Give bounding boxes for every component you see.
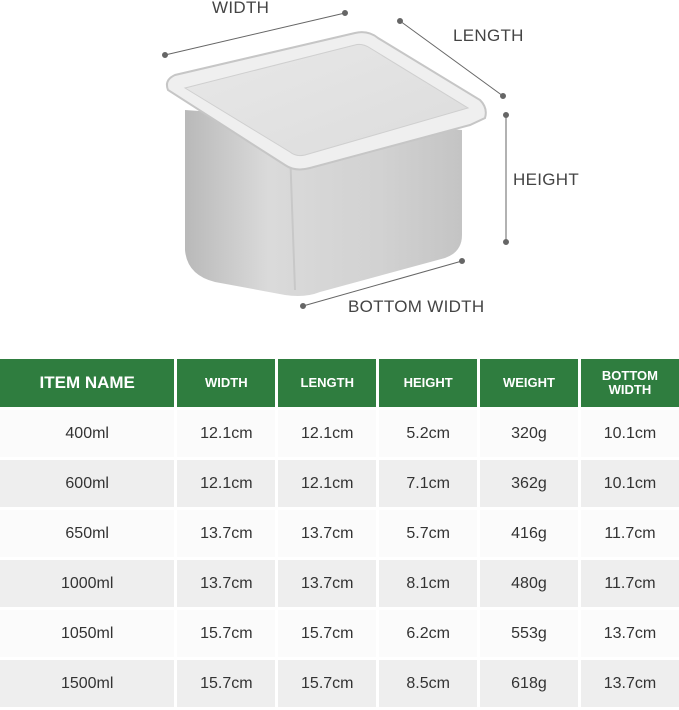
table-cell: 12.1cm bbox=[177, 410, 275, 457]
table-cell: 480g bbox=[480, 560, 578, 607]
size-specification-table bbox=[0, 356, 679, 710]
column-header: WIDTH bbox=[177, 359, 275, 407]
height-label: HEIGHT bbox=[513, 170, 580, 189]
table-cell: 13.7cm bbox=[177, 510, 275, 557]
column-header: BOTTOM WIDTH bbox=[581, 359, 679, 407]
table-cell: 12.1cm bbox=[278, 460, 376, 507]
table-cell: 1500ml bbox=[0, 660, 174, 707]
table-header-row bbox=[0, 359, 679, 407]
table-cell: 12.1cm bbox=[278, 410, 376, 457]
table-cell: 8.1cm bbox=[379, 560, 477, 607]
column-header: HEIGHT bbox=[379, 359, 477, 407]
table-cell: 13.7cm bbox=[581, 660, 679, 707]
table-cell: 8.5cm bbox=[379, 660, 477, 707]
table-cell: 15.7cm bbox=[177, 610, 275, 657]
table-cell: 6.2cm bbox=[379, 610, 477, 657]
table-cell: 13.7cm bbox=[581, 610, 679, 657]
table-cell: 11.7cm bbox=[581, 510, 679, 557]
table-row bbox=[0, 410, 679, 457]
table-row bbox=[0, 560, 679, 607]
table-cell: 10.1cm bbox=[581, 410, 679, 457]
table-cell: 553g bbox=[480, 610, 578, 657]
table-row bbox=[0, 510, 679, 557]
table-row bbox=[0, 660, 679, 707]
product-dimension-diagram bbox=[0, 0, 679, 340]
table-cell: 15.7cm bbox=[177, 660, 275, 707]
table-row bbox=[0, 460, 679, 507]
length-label: LENGTH bbox=[453, 26, 524, 45]
table-cell: 362g bbox=[480, 460, 578, 507]
table-cell: 5.2cm bbox=[379, 410, 477, 457]
table-cell: 1050ml bbox=[0, 610, 174, 657]
table-cell: 400ml bbox=[0, 410, 174, 457]
table-cell: 618g bbox=[480, 660, 578, 707]
table-cell: 15.7cm bbox=[278, 610, 376, 657]
table-cell: 13.7cm bbox=[278, 560, 376, 607]
table-cell: 650ml bbox=[0, 510, 174, 557]
table-cell: 1000ml bbox=[0, 560, 174, 607]
table-cell: 13.7cm bbox=[177, 560, 275, 607]
table-cell: 320g bbox=[480, 410, 578, 457]
table-cell: 10.1cm bbox=[581, 460, 679, 507]
column-header: ITEM NAME bbox=[0, 359, 174, 407]
column-header: WEIGHT bbox=[480, 359, 578, 407]
table-cell: 7.1cm bbox=[379, 460, 477, 507]
table-cell: 12.1cm bbox=[177, 460, 275, 507]
table-cell: 5.7cm bbox=[379, 510, 477, 557]
table-cell: 416g bbox=[480, 510, 578, 557]
bottom-width-label: BOTTOM WIDTH bbox=[348, 297, 485, 316]
table-cell: 11.7cm bbox=[581, 560, 679, 607]
table-cell: 13.7cm bbox=[278, 510, 376, 557]
table-cell: 600ml bbox=[0, 460, 174, 507]
table-row bbox=[0, 610, 679, 657]
table-cell: 15.7cm bbox=[278, 660, 376, 707]
column-header: LENGTH bbox=[278, 359, 376, 407]
width-label: WIDTH bbox=[212, 0, 270, 17]
